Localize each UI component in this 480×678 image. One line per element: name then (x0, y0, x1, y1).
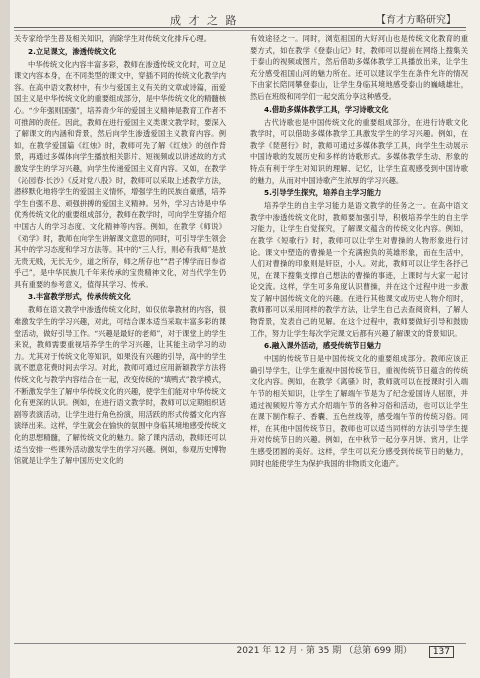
header-rule-secondary (14, 30, 466, 31)
journal-title: 成 才 之 路 (170, 14, 239, 27)
paragraph: 关专家给学生普及相关知识，消除学生对传统文化排斥心理。 (14, 34, 212, 43)
header-rule (14, 27, 466, 28)
paragraph: 有效途径之一。同时，浏览祖国的大好河山也是传统文化教育的重要方式，如在教学《登泰山记》时，教师可以提前在网络上搜集关于泰山的视频或图片，然后借助多媒体教学工具播放出来，让学生充分感受祖国山河的魅力所在。还可以建议学生在条件允许的情况下由家长陪同攀登泰山，让学生身临其境地感受泰山的巍峨雄壮，然后在班级和同学们一起交流分享这种感受。 (250, 34, 468, 101)
section-heading: 3.丰富教学形式，传承传统文化 (28, 292, 131, 302)
left-column (14, 33, 226, 628)
section-heading: 5.引导学生探究，培养自主学习能力 (264, 188, 382, 198)
section-heading: 2.立足课文，渗透传统文化 (28, 46, 117, 56)
section-heading: 4.借助多媒体教学工具，学习诗歌文化 (264, 104, 389, 114)
paragraph: 培养学生的自主学习能力是语文教学的任务之一。在高中语文教学中渗透传统文化时，教师要加强引导，积极培养学生的自主学习能力，让学生自觉探究，了解课文蕴含的传统文化内容。例如，在教学《短歌行》时，教师可以让学生对曹操的人物形象进行讨论。课文中塑造的曹操是一个充满抱负的英雄形象，而在生活中，人们对曹操的印象则是奸臣，小人。对此，教师可以让学生各抒己见，在课下搜集支撑自己想法的曹操的事迹，上课时与大家一起讨论交流。这样，学生可多角度认识曹操，并在这个过程中进一步激发了解中国传统文化的兴趣。在进行其他课文或历史人物介绍时，教师都可以采用同样的教学方法，让学生自己去查阅资料，了解人物背景，发表自己的见解。在这个过程中，教师要做好引导和鼓励工作，努力让学生每次学完课文后都有兴趣了解课文的背景知识。 (250, 201, 468, 338)
page-number: 137 (429, 646, 454, 658)
right-column (250, 33, 468, 628)
issue-info: 2021 年 12 月 · 第 35 期 （总第 699 期） (236, 646, 412, 656)
paragraph: 中国的传统节日是中国传统文化的重要组成部分。教师应该正确引导学生，让学生重视中国传统节日，重视传统节日蕴含的传统文化内容。例如，在教学《离骚》时，教师就可以在授课时引入端午节的相关知识，让学生了解端午节是为了纪念爱国诗人屈原，并通过视频短片等方式介绍端午节的各种习俗和活动，也可以让学生在课下制作粽子、香囊、五色丝线等，感受端午节的传统习俗。同样，在其他中国传统节日，教师也可以适当同样的方法引导学生提升对传统节日的兴趣。例如，在中秋节一起分享月饼、赏月，让学生感受团圆的美好。这样，学生可以充分感受到传统节日的魅力，同时也能使学生为保护我国的非物质文化遗产。 (250, 354, 468, 468)
section-label: 【育才方略研究】 (376, 15, 456, 26)
binding-shadow (0, 0, 10, 678)
section-heading: 6.融入课外活动，感受传统节日魅力 (264, 341, 382, 351)
paragraph: 中华传统文化内容丰富多彩，教师在渗透传统文化时，可立足课文内容本身，在不同类型的课文中，穿插不同的传统文化教学内容。在高中语文教材中，有少与爱国主义有关的文章或诗篇，而爱国主义是中华传统文化的重要组成部分，是中华传统文化的精髓核心。“少年强则国强”，培养青少年的爱国主义精神是教育工作者不可推卸的责任。因此，教师在进行爱国主义类课文教学时，要深入了解课文的内涵和背景，然后向学生渗透爱国主义教育内容。例如，在教学爱国篇《红烛》时，教师可先了解《红烛》的创作背景，再通过多媒体向学生播放相关影片、短视频或以讲述故的方式激发学生的学习兴趣，向学生传递爱国主义育内容。又如，在教学《沁园春·长沙》《反对党八股》时，教师可以采取上述教学方法，潜移默化地将学生的爱国主义情怀，增强学生的民族自豪感，培养学生自强不息、顽强拼搏的爱国主义精神。另外，学习古诗是中华优秀传统文化的重要组成部分，教师在教学时，可向学生穿插介绍中国古人的学习态度、文化精神等内容。例如，在教学《师说》《劝学》时，教师在向学生讲解课文意思的同时，可引导学生领会其中的学习态度和学习方法等。其中的“三人行，则必有我师”是放无贵无贱，无长无少，道之所存，师之所存也”“君子博学而日参省乎己”，是中华民族几千年来传承的宝贵精神文化，对当代学生仍具有重要的参考意义，值得其学习、传承。 (14, 59, 226, 289)
paragraph: 古代诗歌也是中国传统文化的重要组成部分，在进行诗歌文化教学时，可以借助多媒体教学工具激发学生的学习兴趣。例如，在教学《琵琶行》时，教师可通过多媒体教学工具，向学生生动展示中国诗歌的发展历史和多样的诗歌形式。多媒体教学生动、形象的特点有利于学生对知识的理解、记忆，让学生直观感受到中国诗歌的魅力，从而对中国诗歌产生浓厚的学习兴趣。 (250, 117, 468, 185)
paragraph: 教师在语文教学中渗透传统文化时，如仅依靠教材的内容，很难激发学生的学习兴趣，对此，可结合课本适当采取丰富多彩的课堂活动，做好引导工作。“兴趣是最好的老师”，对于课堂上的学生来说，教师需要重视培养学生的学习兴趣，让其能主动学习的动力。尤其对于传统文化等知识，如果没有兴趣的引导，高中的学生就不愿意花费时间去学习。对此，教师可通过应用新颖教学方法将传统文化与教学内容结合在一起，改变传统的“填鸭式”教学模式，不断激发学生了解中华传统文化的兴趣，使学生们能对中华传统文化有更深的认识。例如，在进行语文教学时，教师可以定期组织话剧等表演活动，让学生进行角色扮演，用活跃的形式传播文化内容演绎出来。这样，学生就会在愉快的氛围中身临其境地感受传统文化的思想精髓，了解传统文化的魅力。除了课内活动，教师还可以适当安排一些课外活动激发学生的学习兴趣。例如，参观历史博物馆就是让学生了解中国历史文化的 (14, 305, 226, 466)
